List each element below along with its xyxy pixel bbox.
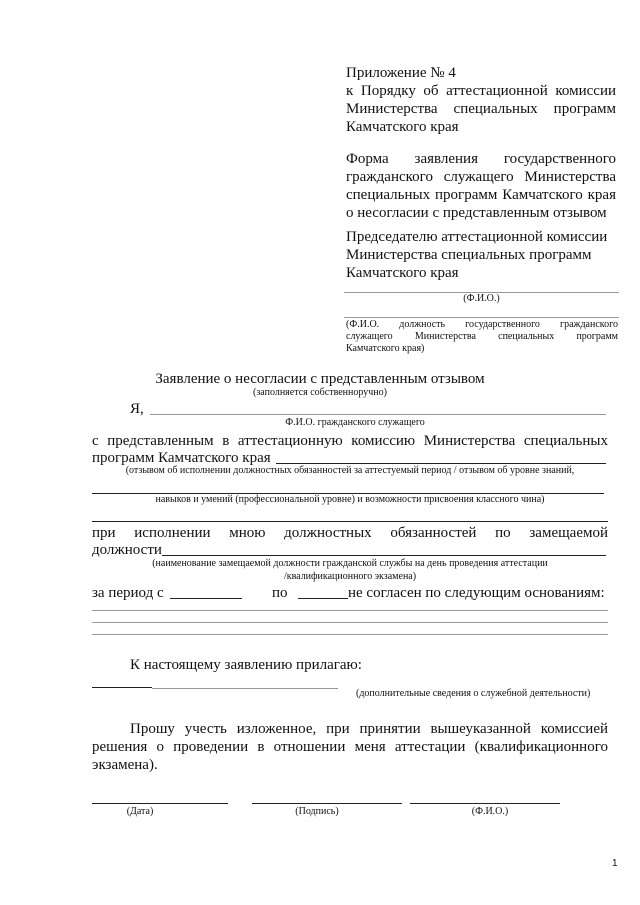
page-number: 1: [612, 858, 618, 869]
appendix-line: к Порядку об аттестационной комиссии: [346, 83, 616, 99]
date-caption: (Дата): [126, 806, 154, 817]
period-to-field[interactable]: [298, 598, 348, 599]
signature-caption: (Подпись): [295, 806, 339, 817]
addressee-block: [346, 228, 618, 282]
review-caption-1: (отзывом об исполнении должностных обязанностей за аттестуемый период / отзывом об уровне знаний,: [125, 465, 575, 476]
applicant-line: [344, 317, 619, 318]
addressee-line: Министерства специальных программ: [346, 247, 592, 263]
period-mid: по: [272, 585, 288, 601]
form-title-line: о несогласии с представленным отзывом: [346, 205, 607, 221]
signature-field[interactable]: [252, 803, 402, 804]
grounds-line[interactable]: [92, 634, 608, 635]
attachment-caption: (дополнительные сведения о служебной деятельности): [356, 688, 591, 699]
position-field[interactable]: [162, 555, 606, 556]
form-title-line: гражданского служащего Министерства: [346, 169, 616, 185]
form-title-block: [346, 150, 616, 222]
request-line-1: Прошу учесть изложенное, при принятии вышеуказанной комиссией: [130, 721, 608, 737]
applicant-caption-line: служащего Министерства специальных программ: [346, 331, 618, 342]
applicant-name-field[interactable]: [150, 414, 606, 415]
attachment-field[interactable]: [92, 687, 152, 688]
date-field[interactable]: [92, 803, 228, 804]
appendix-line: Камчатского края: [346, 119, 459, 135]
addressee-line: Камчатского края: [346, 265, 459, 281]
i-label: Я,: [130, 401, 144, 417]
form-title-line: специальных программ Камчатского края: [346, 187, 616, 203]
addressee-line: Председателю аттестационной комиссии: [346, 229, 608, 245]
statement-title: Заявление о несогласии с представленным отзывом: [155, 371, 485, 387]
statement-subtitle: (заполняется собственноручно): [253, 387, 387, 398]
request-line-3: экзамена).: [92, 757, 158, 773]
position-label: должности: [92, 542, 162, 558]
fio-field[interactable]: [410, 803, 560, 804]
statement-line-1: с представленным в аттестационную комиссию Министерства специальных: [92, 433, 608, 449]
appendix-block: [346, 64, 616, 136]
form-title-line: Форма заявления государственного: [346, 151, 616, 167]
period-suffix: не согласен по следующим основаниям:: [348, 585, 605, 601]
fio-caption: (Ф.И.О.): [471, 806, 509, 817]
applicant-name-caption: Ф.И.О. гражданского служащего: [285, 417, 425, 428]
applicant-caption-line: (Ф.И.О. должность государственного гражданского: [346, 319, 618, 330]
position-caption-2: /квалификационного экзамена): [283, 571, 417, 582]
review-field-3[interactable]: [92, 521, 608, 522]
statement-line-2: программ Камчатского края: [92, 450, 271, 466]
review-caption-2: навыков и умений (профессиональной уровне) и возможности присвоения классного чина): [155, 494, 545, 505]
attachment-label: К настоящему заявлению прилагаю:: [130, 657, 362, 673]
position-caption-1: (наименование замещаемой должности гражданской службы на день проведения аттестации: [152, 558, 548, 569]
period-prefix: за период с: [92, 585, 164, 601]
period-from-field[interactable]: [170, 598, 242, 599]
grounds-line[interactable]: [92, 610, 608, 611]
applicant-caption-line: Камчатского края): [346, 343, 425, 354]
appendix-line: Министерства специальных программ: [346, 101, 616, 117]
applicant-caption: [346, 319, 618, 355]
appendix-title: Приложение № 4: [346, 65, 456, 81]
grounds-line[interactable]: [92, 622, 608, 623]
request-line-2: решения о проведении в отношении меня аттестации (квалификационного: [92, 739, 608, 755]
duties-line: при исполнении мною должностных обязанностей по замещаемой: [92, 525, 608, 541]
review-field[interactable]: [276, 463, 606, 464]
attachment-field-2[interactable]: [152, 688, 338, 689]
addressee-fio-caption: (Ф.И.О.): [463, 293, 500, 304]
